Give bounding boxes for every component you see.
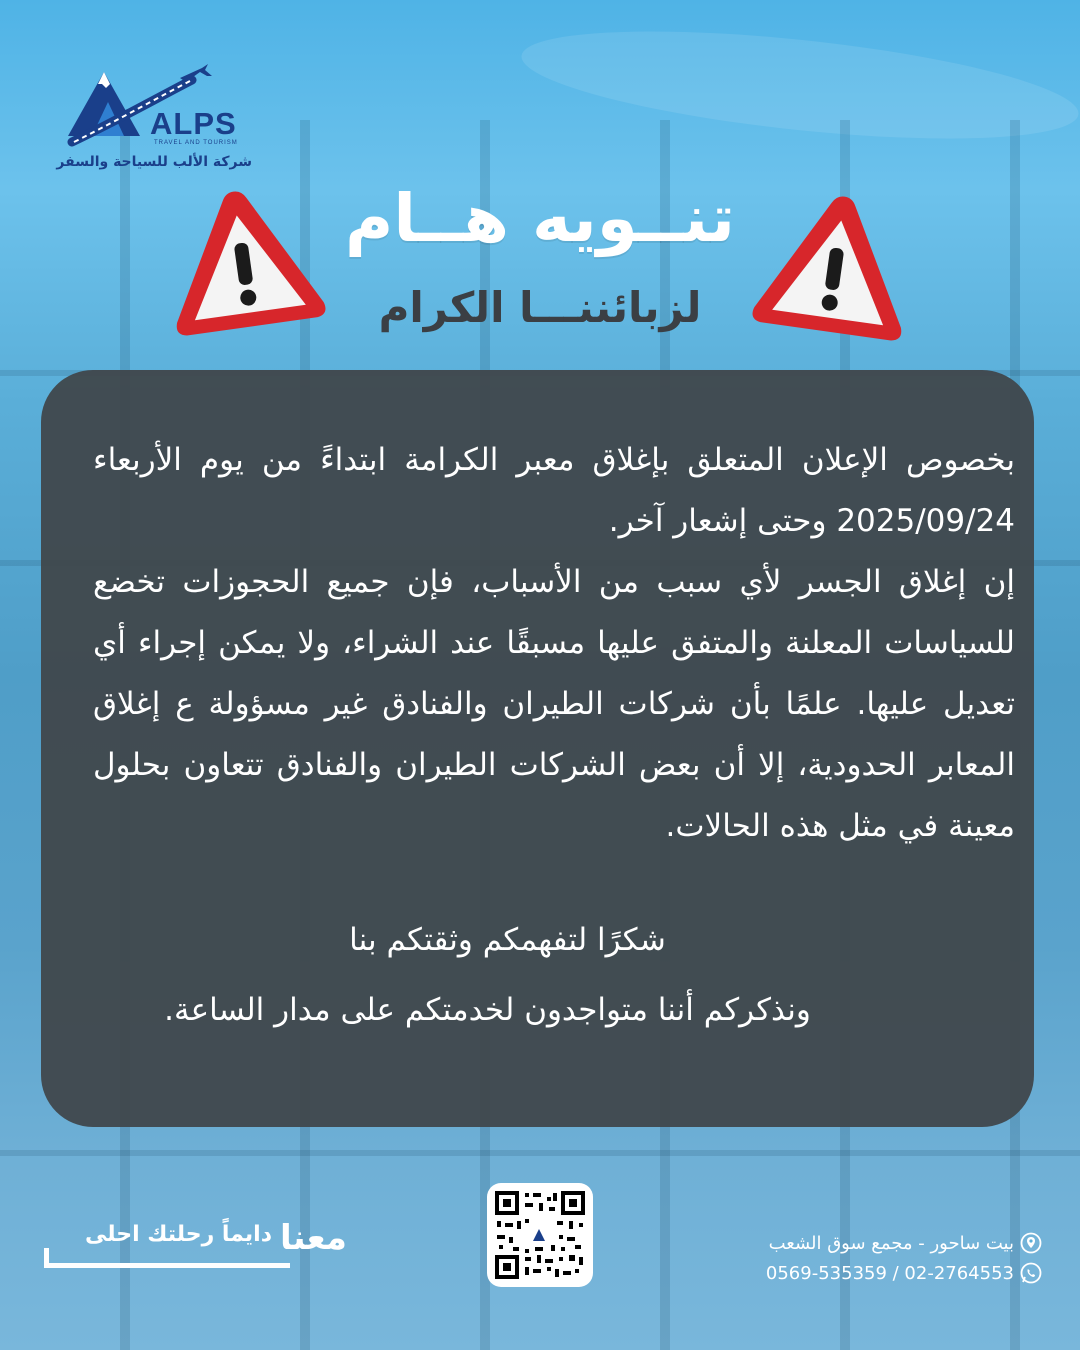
contact-info (720, 1228, 1042, 1288)
phone-text[interactable]: 0569-535359 / 02-2764553 (765, 1262, 1014, 1284)
notice-subtitle: لزبائننـــا الكرام (378, 283, 702, 332)
qr-code-icon (495, 1191, 585, 1279)
logo-arabic-name: شركة الألب للسياحة والسفر (56, 154, 252, 170)
location-pin-icon (1020, 1232, 1042, 1254)
reminder-line: ونذكركم أننا متواجدون لخدمتكم على مدار الساعة. (164, 992, 811, 1028)
address-row (720, 1228, 1042, 1258)
notice-paragraph-2: إن إغلاق الجسر لأي سبب من الأسباب، فإن جميع الحجوزات تخضع للسياسات المعلنة والمتفق عليها مسبقًا عند الشراء، ولا يمكن إجراء أي تعديل عليها. علمًا بأن شركات الطيران والفنادق غير مسؤولة ع إغلاق المعابر الحدودية، إلا أن بعض الشركات الطيران والفنادق تتعاون بحلول معينة في مثل هذه الحالات. (93, 564, 1015, 844)
qr-code[interactable] (487, 1183, 593, 1287)
address-text: بيت ساحور - مجمع سوق الشعب (768, 1232, 1014, 1254)
notice-title: تنــويه هــام (344, 180, 736, 257)
notice-card (41, 370, 1034, 1127)
logo-name: ALPS (150, 106, 237, 141)
logo-tagline: TRAVEL AND TOURISM (154, 140, 238, 146)
phone-row (720, 1258, 1042, 1288)
slogan (40, 1218, 347, 1278)
notice-body (93, 430, 1015, 857)
slogan-big-text: معنا (280, 1218, 347, 1258)
slogan-underline (44, 1263, 290, 1268)
whatsapp-icon (1020, 1262, 1042, 1284)
notice-paragraph-1: بخصوص الإعلان المتعلق بإغلاق معبر الكرامة ابتداءً من يوم الأربعاء 2025/09/24 وحتى إشعار آخر. (93, 442, 1015, 539)
company-logo (56, 58, 252, 173)
slogan-small-text: دايماً رحلتك احلى (84, 1222, 272, 1247)
thanks-line: شكرًا لتفهمكم وثقتكم بنا (349, 922, 666, 958)
